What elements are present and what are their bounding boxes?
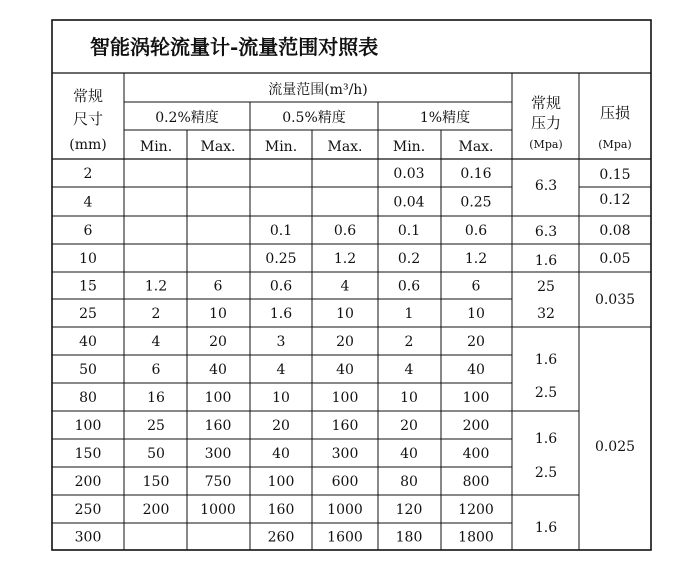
loss-cell: 0.05 bbox=[599, 251, 631, 267]
cell-size: 6 bbox=[83, 223, 93, 239]
pressure-cell: 2.5 bbox=[534, 465, 558, 481]
cell-min02: 16 bbox=[147, 390, 165, 406]
min-header-0.5: Min. bbox=[264, 139, 298, 155]
cell-size: 4 bbox=[83, 194, 93, 211]
table-row bbox=[79, 306, 485, 322]
table-title: 智能涡轮流量计-流量范围对照表 bbox=[90, 35, 379, 59]
table-row bbox=[79, 390, 489, 406]
loss-cell: 0.12 bbox=[599, 192, 631, 208]
cell-min05: 160 bbox=[267, 502, 295, 518]
cell-max1: 10 bbox=[467, 306, 485, 322]
cell-min1: 4 bbox=[404, 362, 414, 378]
loss-cell: 0.025 bbox=[594, 439, 636, 455]
accuracy-0.5-header: 0.5%精度 bbox=[282, 110, 346, 126]
cell-max05: 160 bbox=[331, 418, 359, 434]
cell-min1: 10 bbox=[400, 390, 418, 406]
cell-max02: 1000 bbox=[200, 502, 236, 518]
cell-min05: 0.6 bbox=[269, 278, 293, 295]
table-body bbox=[75, 166, 494, 546]
cell-max02: 6 bbox=[213, 278, 223, 295]
cell-min1: 0.2 bbox=[397, 251, 421, 267]
size-header-line1: 常规 bbox=[72, 87, 104, 105]
loss-header-unit: (Mpa) bbox=[598, 138, 632, 151]
cell-min1: 120 bbox=[395, 502, 423, 518]
cell-min02: 4 bbox=[151, 334, 161, 350]
cell-min05: 4 bbox=[276, 362, 286, 378]
cell-min1: 80 bbox=[400, 474, 418, 490]
cell-min05: 260 bbox=[267, 529, 295, 546]
min-header-0.2: Min. bbox=[139, 139, 173, 155]
table-row bbox=[79, 362, 485, 378]
table-row bbox=[75, 530, 494, 546]
table-row bbox=[75, 502, 494, 518]
loss-header: 压损 bbox=[599, 104, 631, 122]
cell-size: 80 bbox=[79, 390, 97, 406]
cell-size: 100 bbox=[74, 418, 102, 434]
cell-min1: 0.04 bbox=[393, 194, 425, 211]
cell-min05: 100 bbox=[267, 474, 295, 490]
pressure-cell: 1.6 bbox=[534, 520, 558, 536]
cell-max02: 10 bbox=[209, 306, 227, 322]
cell-min02: 150 bbox=[142, 474, 170, 490]
cell-min1: 40 bbox=[400, 446, 418, 462]
table-row bbox=[79, 279, 480, 295]
accuracy-1-header: 1%精度 bbox=[419, 110, 471, 126]
pressure-header-unit: (Mpa) bbox=[529, 138, 563, 151]
max-header-0.2: Max. bbox=[200, 139, 236, 155]
cell-min05: 1.6 bbox=[269, 306, 293, 322]
pressure-cell: 6.3 bbox=[534, 178, 558, 194]
cell-size: 25 bbox=[79, 306, 97, 322]
cell-max02: 750 bbox=[204, 474, 232, 490]
cell-max05: 0.6 bbox=[333, 223, 357, 239]
pressure-column bbox=[535, 178, 557, 536]
cell-min1: 2 bbox=[404, 334, 414, 350]
pressure-cell: 6.3 bbox=[534, 224, 558, 240]
cell-max1: 40 bbox=[467, 362, 485, 378]
pressure-cell: 1.6 bbox=[534, 352, 558, 368]
cell-size: 200 bbox=[74, 474, 102, 490]
table-row bbox=[84, 195, 492, 211]
cell-min05: 10 bbox=[272, 390, 290, 406]
table-row bbox=[75, 418, 490, 434]
cell-min1: 20 bbox=[400, 418, 418, 434]
cell-min1: 0.6 bbox=[397, 278, 421, 295]
cell-max1: 1.2 bbox=[464, 251, 488, 267]
cell-min02: 1.2 bbox=[144, 278, 168, 295]
cell-min05: 0.1 bbox=[269, 223, 293, 239]
pressure-cell: 2.5 bbox=[534, 385, 558, 401]
cell-size: 15 bbox=[79, 278, 97, 295]
cell-size: 250 bbox=[74, 502, 102, 518]
accuracy-0.2-header: 0.2%精度 bbox=[155, 110, 219, 126]
table-row bbox=[79, 334, 485, 350]
cell-min05: 0.25 bbox=[265, 251, 297, 267]
cell-min05: 40 bbox=[272, 446, 290, 462]
pressure-cell: 1.6 bbox=[534, 431, 558, 447]
cell-min02: 6 bbox=[151, 362, 161, 378]
table-row bbox=[79, 251, 487, 267]
pressure-header-line1: 常规 bbox=[530, 94, 562, 112]
cell-min02: 25 bbox=[147, 418, 165, 434]
cell-max02: 40 bbox=[209, 362, 227, 378]
cell-max05: 1600 bbox=[327, 529, 363, 546]
cell-max1: 1200 bbox=[458, 502, 494, 518]
cell-size: 50 bbox=[79, 362, 97, 378]
cell-max1: 20 bbox=[467, 334, 485, 350]
loss-cell: 0.08 bbox=[599, 223, 631, 239]
pressure-cell: 1.6 bbox=[534, 253, 558, 269]
cell-min02: 200 bbox=[142, 502, 170, 518]
table-row bbox=[84, 166, 492, 182]
cell-max02: 20 bbox=[209, 334, 227, 350]
cell-min1: 180 bbox=[395, 529, 423, 546]
cell-size: 10 bbox=[79, 251, 97, 267]
cell-min02: 2 bbox=[151, 306, 161, 322]
cell-min05: 3 bbox=[276, 334, 286, 350]
table-row bbox=[75, 446, 490, 462]
cell-max1: 0.25 bbox=[460, 194, 492, 211]
cell-max1: 400 bbox=[462, 446, 490, 462]
flow-range-header: 流量范围(m³/h) bbox=[268, 82, 368, 98]
cell-max05: 40 bbox=[336, 362, 354, 378]
cell-max1: 200 bbox=[462, 418, 490, 434]
cell-max05: 300 bbox=[331, 446, 359, 462]
pressure-header-line2: 压力 bbox=[530, 114, 562, 132]
cell-size: 150 bbox=[74, 446, 102, 462]
cell-max05: 1.2 bbox=[333, 251, 357, 267]
cell-size: 2 bbox=[83, 166, 93, 182]
cell-max05: 600 bbox=[331, 474, 359, 490]
cell-max02: 160 bbox=[204, 418, 232, 434]
pressure-cell: 32 bbox=[537, 306, 555, 322]
cell-max1: 0.16 bbox=[460, 166, 492, 182]
cell-max1: 6 bbox=[471, 278, 481, 295]
size-header-line2: 尺寸 bbox=[72, 110, 104, 128]
size-header-unit: (mm) bbox=[69, 137, 107, 153]
table-row bbox=[84, 223, 488, 239]
max-header-0.5: Max. bbox=[327, 139, 363, 155]
cell-max05: 20 bbox=[336, 334, 354, 350]
table-grid bbox=[52, 20, 651, 550]
cell-min1: 1 bbox=[404, 306, 414, 322]
cell-size: 300 bbox=[74, 529, 102, 546]
cell-max02: 300 bbox=[204, 446, 232, 462]
cell-size: 40 bbox=[79, 334, 97, 350]
cell-max05: 100 bbox=[331, 390, 359, 406]
cell-max1: 800 bbox=[462, 474, 490, 490]
cell-min1: 0.1 bbox=[397, 223, 421, 239]
cell-min1: 0.03 bbox=[393, 166, 425, 182]
loss-cell: 0.035 bbox=[594, 292, 636, 308]
max-header-1: Max. bbox=[458, 139, 494, 155]
cell-max1: 1800 bbox=[458, 529, 494, 546]
cell-max1: 0.6 bbox=[464, 223, 488, 239]
cell-max05: 10 bbox=[336, 306, 354, 322]
pressure-cell: 25 bbox=[537, 279, 555, 295]
cell-min02: 50 bbox=[147, 446, 165, 462]
cell-max02: 100 bbox=[204, 390, 232, 406]
cell-max05: 1000 bbox=[327, 502, 363, 518]
cell-max1: 100 bbox=[462, 390, 490, 406]
loss-cell: 0.15 bbox=[599, 167, 631, 183]
loss-column bbox=[595, 167, 635, 455]
min-header-1: Min. bbox=[392, 139, 426, 155]
cell-min05: 20 bbox=[272, 418, 290, 434]
cell-max05: 4 bbox=[340, 278, 350, 295]
table-row bbox=[75, 474, 490, 490]
